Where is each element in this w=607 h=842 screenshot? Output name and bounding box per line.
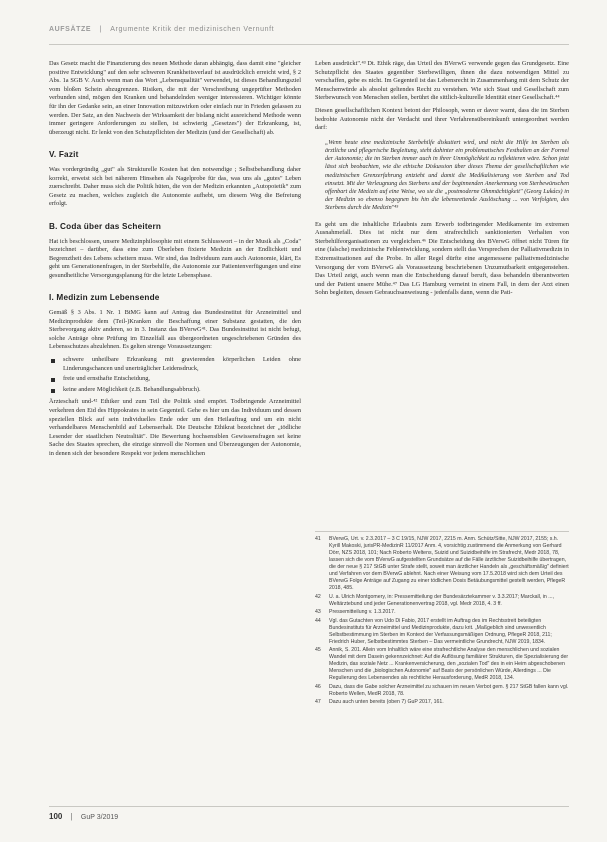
footnote-number: 42 (315, 593, 321, 600)
footnote-text: Pressemitteilung v. 1.3.2017. (329, 609, 396, 615)
heading-fazit: V. Fazit (49, 150, 79, 160)
heading-coda: B. Coda über das Scheitern (49, 221, 162, 231)
footnote (315, 609, 569, 616)
footnote (315, 618, 569, 646)
footnote-number: 45 (315, 647, 321, 653)
footnote (315, 647, 569, 682)
paragraph: Leben ausdrückt".⁴³ Dt. Ethik räge, das Urteil des BVerwG verwende gegen das Grundgesetz. Eine Schutzpflicht des Staates gegenüber Sterbewilligen, ihnen die dazu notwendigen Mittel zu verschaffen, gebe es nicht. Im Gegenteil ist das Lebensrecht in Zusammenhang mit dem Schutz der Menschenwürde als absolut geltendes Recht zu verstehen. Wie sich Staat und Gesellschaft zum Sterbewunsch von Menschen stellen, berührt die sittlich-kulturelle Identität einer Gesellschaft.⁴⁴ (315, 60, 569, 102)
footnote-number: 46 (315, 683, 321, 690)
paragraph: Es geht um die inhaltliche Erlaubnis zum Erwerb todbringender Medikamente im extremen Ausnahmefall. Dies ist nicht nur dem strafrechtlich sanktionierten Verhalten von Sterbehilfeorganisationen zu vergleichen.⁴⁶ Die Entscheidung des BVerwG öffnet nicht Türen für eine (falsche) medizinische Fehlentwicklung, sondern stellt das Versprechen der Palliativmedizin in Extremsituationen auf die Probe. In aller Regel dürfte eine angemessene palliativmedizinische Versorgung der vom BVerwG als Voraussetzung beschriebenen Unzumutbarkeit entgegenstehen. Das Urteil zeigt, auch wenn man die Entscheidung darauf beruft, dass behandeln überantworten und der Patient unsere Mühe.⁴⁷ Das LG Hamburg verneint in einem Fall, in dem der Arzt einen Sohn begleiten, dessen Gebrauchsanweisung - jedenfalls dann, wenn die Pati- (315, 220, 569, 297)
header-title: Argumente Kritik der medizinischen Vernunft (110, 26, 275, 33)
footer-separator: | (70, 812, 73, 821)
list-item: keine andere Möglichkeit (z.B. Behandlungsabbruch). (49, 386, 301, 395)
footnote-number: 43 (315, 609, 321, 615)
heading-medizin: I. Medizin zum Lebensende (49, 293, 160, 303)
header-section: AUFSÄTZE (49, 26, 92, 33)
footnote-rule (315, 531, 569, 532)
condition-list (49, 356, 301, 394)
journal-issue: GuP 3/2019 (80, 814, 119, 821)
footnote-text: Dazu, dass die Gabe solcher Arzneimittel zu schauen im neuen Verbot gem. § 217 StGB fallen kann vgl. Roberto Wellen, MedR 2018, 78. (329, 683, 569, 697)
footnote (315, 684, 569, 698)
page-number: 100 (49, 812, 63, 821)
paragraph: Hat ich beschlossen, unsere Medizinphilosophie mit einem Schlusswort – in der Musik als „Coda" bezeichnet – darüber, dass eine zum Überleben fixierte Medizin an der Endlichkeit und Begrenztheit des Lebens scheitern muss. Wir sind, das Individuum zum auch Autonomie, klärt, Es geht um Generationenfragen, in der Sterbehilfe, die Autonomie zur Patientenverfügungen und eine gesundheitliche Versorgungsplanung für die letzte Lebensphase. (49, 237, 301, 279)
footnote (315, 536, 569, 592)
page-footer (49, 812, 118, 826)
paragraph: Das Gesetz macht die Finanzierung des neuen Methode daran abhängig, dass damit eine "gleicher positive Entwicklung" auf den sehr schweren Krankheitsverlauf ist ausdrücklich erreicht wird, § 2 Abs. 1a SGB V. Auch wenn man das Wort „Lebensqualität" verwendet, ist dieses Behandlungsziel vom bloßen Schein abzugrenzen. Risiken, die mit der Verschreibung ungeprüfter Methoden verbunden sind, mögen den Kranken und behandelnden weniger interessieren. Wichtiger könnte für ihn der Gedanke sein, an einer Innovation mitzuwirken oder einfach nur in Frieden gelassen zu werden. Der Satz, an den Nachweis der Wirksamkeit der bislang nicht ausreichend Methode wenn immer geringere Anforderungen zu stellen, ist schwierig „Gesetzes") der Erkrankung, ist, überzeugt nicht. Er lenkt von den Schutzpflichten der Medizin (und der Gesellschaft) ab. (49, 60, 301, 136)
running-header (49, 26, 569, 40)
paragraph: Gemäß § 3 Abs. 1 Nr. 1 BtMG kann auf Antrag das Bundesinstitut für Arzneimittel und Medizinprodukte dem (Teil-)Kranken die Beschaffung einer Substanz gestatten, die den Sterbevorgang aktiv anderen, so in 3. Instanz das BVerwG⁴¹. Das Bundesinstitut ist nicht befugt, solche Anträge ohne Prüfung im Einzelfall aus übergeordneten ungeschriebenen Gründen des Lebensschutzes abzulehnen. Es gelten strenge Voraussetzungen: (49, 309, 301, 351)
footnote-text: Annik, S. 201. Allein vom Inhaltlich wäre eine strafrechtliche Analyse den menschlichen und sozialen Wandel mit dem Dasein gekennzeichnet: Auf die Auflösung familiärer Strukturen, die Spezialisierung der Medizin, das soziale Netz ... Krankenversicherung, den „sozialen Tod" des in ein Heim abgeschobenen Menschen und die „biologischen Autonomie" auf Basis der persönlichen Würde, Allerdings ... Die Regulierung des Lebensendes als rechtliche Herausforderung, MedR 2018, 134. (329, 647, 569, 681)
footnote-number: 44 (315, 617, 321, 624)
footnote-text: BVerwG, Urt. v. 2.3.2017 – 3 C 19/15, NJW 2017, 2215 m. Anm. Schütz/Sitte, NJW 2017, 2155; s.h. Kyrill Makoski, jurisPR-MedizinR 11/2017 Anm. 4, vorsichtig zustimmend die Anmerkung von Gerhard Dörr, NZS 2018, 101; Nach Roberto Weltens, Suizid und Suizidbeihilfe im Strafrecht, Medr 2018, 78, lassen sich die vom BVerwG aufgestellten Grundsätze auf die Fälle ärztlicher Suizidbeihilfe übertragen, die der neue § 217 StGB unter Strafe stellt, soweit man ärztlicher Handeln als „geschäftsmäßig" definiert und Verfahren vor dem BVerwG ablehnt. Nach einer Weisung vom 17.5.2018 wird sich dem Urteil des BVerwG Folge Anträge auf Zugang zu einer tödlichen Dosis Betäubungsmittel gestellt werden, PflegeR 2018, 485. (329, 536, 569, 591)
footer-rule (49, 806, 569, 807)
footnote-text: Dazu auch unten bereits (oben 7) GuP 2017, 161. (329, 699, 444, 705)
header-rule (49, 44, 569, 45)
paragraph: Was vordergründig „gut" als Strukturelle Kosten hat den notwendige ; Selbstbehandlung daher korrekt, erweist sich bei näherem Hinsehen als Nagelprobe für das, was uns als „gutes" Leben zuerschreibt. Daher muss sich die Politik hüten, die von der Medizin erkannten „Autopoietik“ zum Gesetz zu machen, welches zugleich die Autonomie aufhebt, um diesem Weg die Befreiung erfolgt. (49, 165, 301, 208)
footnotes (315, 536, 569, 708)
list-item: schwere unheilbare Erkrankung mit gravierenden körperlichen Leiden ohne Linderungschancen und unerträglicher Leidensdruck, (49, 356, 301, 373)
list-item: freie und ernsthafte Entscheidung, (49, 375, 301, 384)
footnote-number: 41 (315, 536, 321, 542)
footnote-number: 47 (315, 699, 321, 705)
footnote (315, 594, 569, 608)
paragraph: Diesen gesellschaftlichen Kontext betont der Philosoph, wenn er davor warnt, dass die im Sterben bedrohte Autonomie nicht der Verdacht und ihrer Verfahrensübereinkunft untergeordnet werden darf: (315, 106, 569, 132)
footnote-text: U. a. Ulrich Montgomery, in: Pressemitteilung der Bundesärztekammer v. 3.3.2017; Marckall, in ..., Weltärztebund und jeder Generationenvertrag 2018, vgl. Medr 2018, 4. 3 ff. (329, 593, 554, 607)
left-column (49, 60, 301, 460)
right-column (315, 60, 569, 299)
footnote (315, 699, 569, 706)
footnote-text: Vgl. das Gutachten von Udo Di Fabio, 2017 erstellt im Auftrag des im Rechtsstreit beteiligten Bundesinstituts für Arzneimittel und Medizinprodukte, dazu krit. „Maßgeblich sind unwesentlich Selbstbestimmung im Sterben im Kontext der Verfassungsmäßigen Ordnung, PflegeR 2018, 211; Friedrich Huber, Selbstbestimmtes Sterben – Das vermeintliche Grundrecht, NJW 2019, 1834. (329, 617, 552, 645)
paragraph: Ärzteschaft und-⁴² Ethiker und zum Teil die Politik sind empört. Todbringende Arzneimittel verkehren den Eid des Hippokrates in sein Gegenteil. Gehe es hier um das Individuum und dessen speziellen Blick auf sein individuelles Ende oder um den Heilauftrag und um ein nicht verhandelbares Menschenbild auf Lebenserhalt. Die Deutsche Ethikrat bezeichnet der „tödliche Lesender der staatlichen Neutralität". Die Bewertung hochsensiblen Gewissensfragen sei keine Sache des Staates sprechen, die einzige sinnvoll die Normen und Überzeugungen der Autonomie, in denen sich der besondere Respekt vor jedem menschlichen (49, 398, 301, 457)
block-quote: „Wenn heute eine medizinische Sterbehilfe diskutiert wird, und nicht die Hilfe im Sterben als ärztliche und pflegerische Begleitung, steht dahinter ein problematisches Festhalten an der Formel der Autonomie; die im Sterben immer auch in ihrer Unmöglichkeit zu reflektieren wäre. Schon jetzt lässt sich beobachten, wie die ethische Diskussion über dieses Thema der gesellschaftlichen wie medizinischen Grenzerfahrung entzieht und damit die Medikalisierung von Sterben und Tod einsetzt. Mit der Verleugnung des Sterbens und der beginnenden Anerkennung von Sterbewünschen offenbart die Medizin auf eine Weise, wo sie die „postmoderne Ohnmächtigkeit" (Georg Lukács) in der Medizin so ebenso begegnen bis hin die lebensrettende Auslöschung ... von Verfolgten, des Sterbens durch die Medizin"⁴⁵ (325, 139, 569, 212)
header-separator: | (99, 26, 103, 33)
